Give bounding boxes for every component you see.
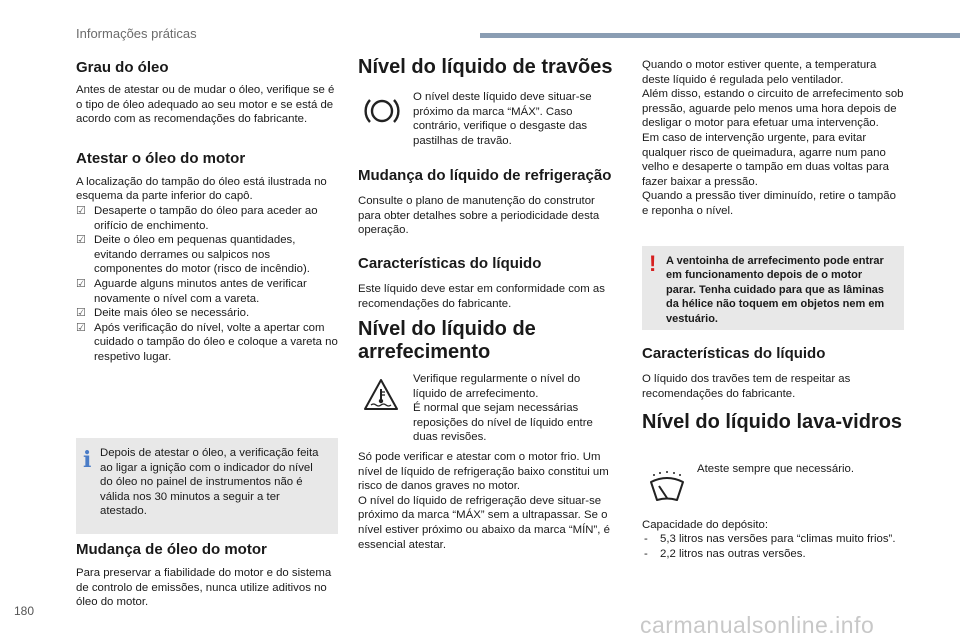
washer-capacity-label: Capacidade do depósito:	[642, 519, 769, 531]
header-accent-bar	[480, 33, 960, 38]
oil-grade-text: Antes de atestar ou de mudar o óleo, verifique se é o tipo de óleo adequado ao seu motor e se está de acordo com as recomendações do fabricante.	[76, 84, 335, 126]
brake-fluid-spec-section	[642, 344, 904, 401]
info-note-text: Depois de atestar o óleo, a verificação feita ao ligar a ignição com o indicador do nível do óleo no painel de instrumentos não é válida nos 30 minutos a seguir a ter atestado.	[100, 447, 319, 518]
fluid-spec-heading: Características do líquido	[358, 255, 542, 272]
coolant-change-section	[358, 166, 620, 238]
warning-note-text: A ventoinha de arrefecimento pode entrar em funcionamento depois de o motor parar. Tenha cuidado para que as lâminas da hélice não toquem em objetos nem em vestuário.	[666, 255, 885, 325]
fluid-spec-section	[358, 254, 620, 311]
oil-change-section	[76, 540, 338, 610]
fluid-spec-text: Este líquido deve estar em conformidade com as recomendações do fabricante.	[358, 283, 605, 310]
coolant-level-section	[358, 318, 620, 364]
top-up-oil-intro: A localização do tampão do óleo está ilustrada no esquema da parte inferior do capô.	[76, 175, 327, 203]
list-item: - 5,3 litros nas versões para “climas muito frios”.	[644, 533, 896, 545]
bullet-icon: ☑	[76, 277, 86, 290]
washer-fluid-heading: Nível do líquido lava-vidros	[642, 411, 903, 433]
page-number: 180	[14, 604, 35, 618]
coolant-temperature-icon	[363, 378, 399, 417]
watermark: carmanualsonline.info	[640, 612, 875, 638]
bullet-icon: ☑	[76, 321, 86, 334]
info-note-box	[76, 438, 338, 534]
brake-fluid-text: O nível deste líquido deve situar-se próximo da marca “MÁX”. Caso contrário, verifique o desgaste das pastilhas de travão.	[413, 91, 592, 147]
bullet-icon: ☑	[76, 204, 86, 217]
brake-fluid-spec-text: O líquido dos travões tem de respeitar as recomendações do fabricante.	[642, 373, 851, 400]
coolant-level-heading: Nível do líquido de arrefecimento	[358, 318, 536, 363]
list-item: - 2,2 litros nas outras versões.	[644, 547, 806, 560]
bullet-icon: ☑	[76, 307, 86, 320]
washer-fluid-section	[642, 411, 904, 434]
windscreen-washer-icon	[646, 470, 688, 509]
brake-fluid-heading: Nível do líquido de travões	[358, 56, 613, 78]
section-title: Informações práticas	[76, 26, 197, 41]
washer-icon-text: Ateste sempre que necessário.	[697, 463, 855, 475]
oil-change-text: Para preservar a fiabilidade do motor e do sistema de controlo de emissões, nunca utilize aditivos no óleo do motor.	[76, 567, 332, 609]
top-up-oil-steps	[76, 204, 338, 365]
coolant-change-text: Consulte o plano de manutenção do construtor para obter detalhes sobre a periodicidade desta operação.	[358, 195, 600, 237]
oil-change-heading: Mudança de óleo do motor	[76, 541, 267, 558]
column-left	[76, 58, 338, 365]
coolant-level-text: Só pode verificar e atestar com o motor frio. Um nível de líquido de refrigeração baixo constitui um risco de danos graves no motor. O nível do líquido de refrigeração deve situar-se próximo da marca “MÁX” sem a ultrapassar. Se o nível estiver próximo ou abaixo da marca “MÍN”, é essencial atestar.	[358, 451, 610, 551]
brake-fluid-spec-heading: Características do líquido	[642, 345, 826, 362]
washer-capacity-list	[642, 532, 904, 561]
oil-grade-heading: Grau do óleo	[76, 59, 169, 76]
hot-engine-text: Quando o motor estiver quente, a temperatura deste líquido é regulada pelo ventilador. Além disso, estando o circuito de arrefecimento sob pressão, aguarde pelo menos uma hora depois de desligar o motor para efetuar uma intervenção. Em caso de intervenção urgente, para evitar qualquer risco de queimadura, agarre num pano velho e desaperte o tampão em duas voltas para fazer baixar a pressão. Quando a pressão tiver diminuído, retire o tampão e reponha o nível.	[642, 59, 904, 217]
info-icon: i	[83, 447, 92, 473]
list-item: ☑ Desaperte o tampão do óleo para aceder ao orifício de enchimento.	[76, 204, 318, 232]
top-up-oil-heading: Atestar o óleo do motor	[76, 149, 246, 167]
brake-fluid-section	[358, 56, 620, 79]
coolant-icon-text: Verifique regularmente o nível do líquido de arrefecimento. É normal que sejam necessárias reposições do nível de líquido entre duas revisões.	[413, 373, 593, 444]
list-item: ☑ Deite mais óleo se necessário.	[76, 307, 250, 320]
list-item: ☑ Aguarde alguns minutos antes de verificar novamente o nível com a vareta.	[76, 277, 307, 305]
warning-note-box	[642, 246, 904, 330]
list-item: ☑ Deite o óleo em pequenas quantidades, evitando derrames ou salpicos nos componentes do motor (risco de incêndio).	[76, 234, 310, 276]
bullet-icon: ☑	[76, 234, 86, 247]
brake-warning-icon	[362, 94, 402, 133]
coolant-change-heading: Mudança do líquido de refrigeração	[358, 167, 612, 184]
list-item: ☑ Após verificação do nível, volte a apertar com cuidado o tampão do óleo e coloque a vareta no respetivo lugar.	[76, 321, 338, 363]
exclamation-warning-icon: !	[649, 251, 657, 276]
